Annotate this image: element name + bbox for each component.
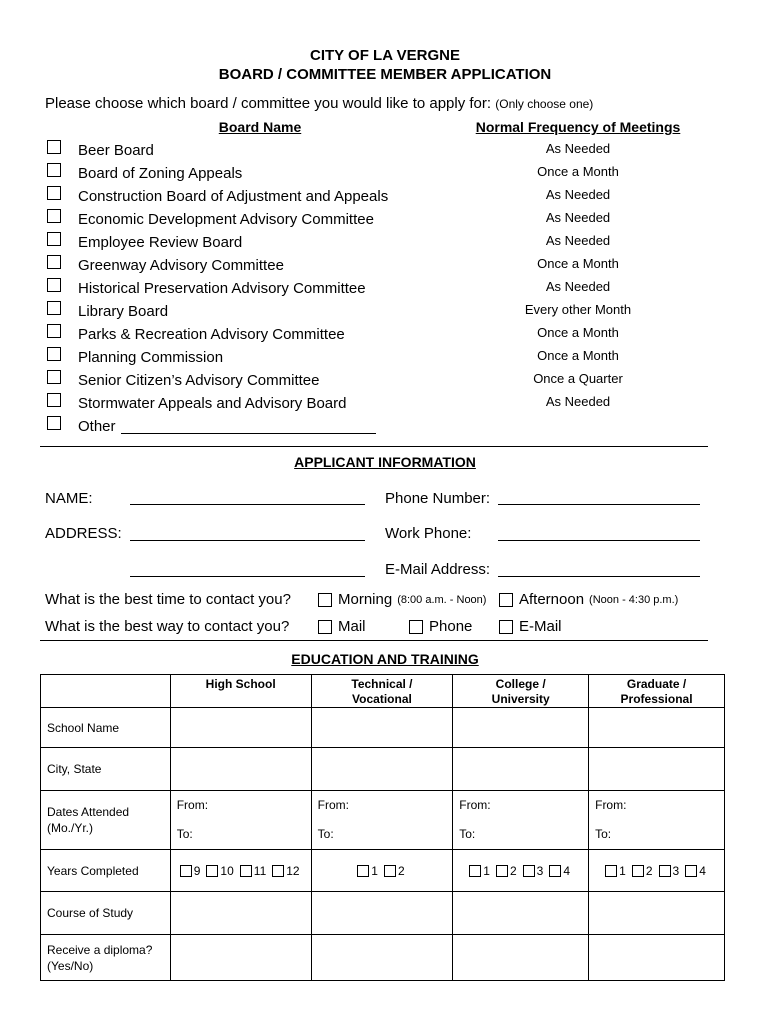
hs-year-checkbox[interactable] bbox=[180, 865, 192, 877]
afternoon-note: (Noon - 4:30 p.m.) bbox=[589, 593, 679, 606]
hs-year-checkbox[interactable] bbox=[272, 865, 284, 877]
meeting-frequency: Once a Month bbox=[537, 325, 619, 340]
board-checkbox[interactable] bbox=[47, 163, 61, 177]
afternoon-option[interactable] bbox=[499, 591, 678, 608]
address-input-line[interactable] bbox=[130, 540, 365, 541]
tech-year-label: 2 bbox=[397, 863, 405, 878]
board-checkbox[interactable] bbox=[47, 186, 61, 200]
dates-attended-row bbox=[41, 791, 725, 850]
board-checkbox[interactable] bbox=[47, 347, 61, 361]
hs-city-cell[interactable] bbox=[170, 748, 311, 791]
phone-label: Phone bbox=[429, 618, 473, 635]
board-name: Greenway Advisory Committee bbox=[78, 257, 284, 274]
frequency-header: Normal Frequency of Meetings bbox=[475, 119, 681, 135]
course-of-study-label: Course of Study bbox=[41, 892, 171, 935]
best-way-question: What is the best way to contact you? bbox=[45, 618, 290, 635]
email-option[interactable] bbox=[499, 618, 562, 635]
tech-city-cell[interactable] bbox=[311, 748, 453, 791]
form-title: CITY OF LA VERGNE bbox=[309, 47, 460, 64]
board-prompt-note: (Only choose one) bbox=[495, 97, 594, 111]
divider bbox=[40, 446, 708, 447]
education-table bbox=[40, 674, 725, 981]
graduate-header: Graduate / Professional bbox=[589, 675, 725, 708]
college-dates-cell[interactable]: From: To: bbox=[453, 791, 589, 850]
years-completed-label: Years Completed bbox=[41, 850, 171, 892]
tech-year-checkbox[interactable] bbox=[357, 865, 369, 877]
grad-year-checkbox[interactable] bbox=[659, 865, 671, 877]
education-header-row bbox=[41, 675, 725, 708]
city-state-label: City, State bbox=[41, 748, 171, 791]
hs-year-label: 12 bbox=[286, 863, 300, 878]
meeting-frequency: Once a Month bbox=[537, 348, 619, 363]
board-name: Historical Preservation Advisory Committee bbox=[78, 280, 366, 297]
grad-diploma-cell[interactable] bbox=[589, 935, 725, 981]
diploma-row bbox=[41, 935, 725, 981]
board-name: Library Board bbox=[78, 303, 169, 320]
meeting-frequency: Every other Month bbox=[524, 302, 632, 317]
tech-year-checkbox[interactable] bbox=[384, 865, 396, 877]
hs-diploma-cell[interactable] bbox=[170, 935, 311, 981]
high-school-header: High School bbox=[170, 675, 311, 708]
afternoon-label: Afternoon bbox=[519, 591, 585, 608]
other-label: Other bbox=[78, 418, 116, 435]
college-year-label: 3 bbox=[536, 863, 544, 878]
college-diploma-cell[interactable] bbox=[453, 935, 589, 981]
tech-years-cell bbox=[311, 850, 453, 892]
college-year-checkbox[interactable] bbox=[496, 865, 508, 877]
dates-attended-label: Dates Attended (Mo./Yr.) bbox=[41, 791, 171, 850]
hs-year-label: 10 bbox=[220, 863, 234, 878]
grad-year-checkbox[interactable] bbox=[632, 865, 644, 877]
board-name: Parks & Recreation Advisory Committee bbox=[78, 326, 345, 343]
city-state-row bbox=[41, 748, 725, 791]
board-checkbox[interactable] bbox=[47, 278, 61, 292]
name-input-line[interactable] bbox=[130, 504, 365, 505]
mail-checkbox[interactable] bbox=[318, 620, 332, 634]
board-checkbox[interactable] bbox=[47, 209, 61, 223]
morning-label: Morning bbox=[338, 591, 393, 608]
work-phone-label: Work Phone: bbox=[385, 525, 472, 542]
empty-header-cell bbox=[41, 675, 171, 708]
education-heading: EDUCATION AND TRAINING bbox=[291, 651, 479, 667]
board-prompt bbox=[45, 95, 593, 112]
grad-years-cell bbox=[589, 850, 725, 892]
college-year-label: 2 bbox=[509, 863, 517, 878]
meeting-frequency: As Needed bbox=[545, 279, 611, 294]
grad-year-label: 1 bbox=[619, 863, 626, 878]
grad-years-options bbox=[589, 864, 724, 878]
phone-option[interactable] bbox=[409, 618, 472, 635]
other-checkbox[interactable] bbox=[47, 416, 61, 430]
college-course-cell[interactable] bbox=[453, 892, 589, 935]
grad-year-checkbox[interactable] bbox=[605, 865, 617, 877]
grad-dates-cell[interactable]: From: To: bbox=[589, 791, 725, 850]
meeting-frequency: As Needed bbox=[545, 210, 611, 225]
phone-number-label: Phone Number: bbox=[385, 490, 491, 507]
board-checkbox[interactable] bbox=[47, 232, 61, 246]
school-name-label: School Name bbox=[41, 708, 171, 748]
college-year-label: 4 bbox=[563, 863, 571, 878]
hs-year-checkbox[interactable] bbox=[206, 865, 218, 877]
tech-years-options bbox=[312, 864, 453, 878]
hs-course-cell[interactable] bbox=[170, 892, 311, 935]
board-name: Economic Development Advisory Committee bbox=[78, 211, 374, 228]
hs-dates-cell[interactable]: From: To: bbox=[170, 791, 311, 850]
email-address-label: E-Mail Address: bbox=[385, 561, 491, 578]
hs-year-label: 9 bbox=[193, 863, 201, 878]
college-year-checkbox[interactable] bbox=[469, 865, 481, 877]
email-label: E-Mail bbox=[519, 618, 562, 635]
mail-label: Mail bbox=[338, 618, 366, 635]
tech-school-name-cell[interactable] bbox=[311, 708, 453, 748]
school-name-row bbox=[41, 708, 725, 748]
board-name-header: Board Name bbox=[218, 119, 302, 135]
other-input-line[interactable] bbox=[121, 433, 376, 434]
grad-year-label: 3 bbox=[672, 863, 680, 878]
board-checkbox[interactable] bbox=[47, 255, 61, 269]
hs-years-options bbox=[171, 864, 311, 878]
board-name: Board of Zoning Appeals bbox=[78, 165, 243, 182]
email-checkbox[interactable] bbox=[499, 620, 513, 634]
grad-year-checkbox[interactable] bbox=[685, 865, 697, 877]
board-name: Employee Review Board bbox=[78, 234, 243, 251]
tech-diploma-cell[interactable] bbox=[311, 935, 453, 981]
form-subtitle: BOARD / COMMITTEE MEMBER APPLICATION bbox=[218, 66, 552, 83]
tech-course-cell[interactable] bbox=[311, 892, 453, 935]
afternoon-checkbox[interactable] bbox=[499, 593, 513, 607]
hs-year-label: 11 bbox=[253, 863, 267, 878]
meeting-frequency: Once a Quarter bbox=[533, 371, 623, 386]
board-name: Senior Citizen’s Advisory Committee bbox=[78, 372, 320, 389]
best-time-question: What is the best time to contact you? bbox=[45, 591, 291, 608]
mail-option[interactable] bbox=[318, 618, 366, 635]
hs-years-cell bbox=[170, 850, 311, 892]
board-checkbox[interactable] bbox=[47, 324, 61, 338]
grad-course-cell[interactable] bbox=[589, 892, 725, 935]
meeting-frequency: Once a Month bbox=[537, 164, 619, 179]
hs-year-checkbox[interactable] bbox=[240, 865, 252, 877]
grad-city-cell[interactable] bbox=[589, 748, 725, 791]
meeting-frequency: As Needed bbox=[545, 233, 611, 248]
board-checkbox[interactable] bbox=[47, 301, 61, 315]
morning-option[interactable] bbox=[318, 591, 486, 608]
board-checkbox[interactable] bbox=[47, 370, 61, 384]
diploma-label: Receive a diploma? (Yes/No) bbox=[41, 935, 171, 981]
morning-checkbox[interactable] bbox=[318, 593, 332, 607]
meeting-frequency: As Needed bbox=[545, 141, 611, 156]
tech-year-label: 1 bbox=[371, 863, 378, 878]
divider bbox=[40, 640, 708, 641]
college-city-cell[interactable] bbox=[453, 748, 589, 791]
name-label: NAME: bbox=[45, 490, 93, 507]
college-header: College / University bbox=[453, 675, 589, 708]
college-years-options bbox=[453, 864, 588, 878]
board-name: Planning Commission bbox=[78, 349, 224, 366]
college-year-checkbox[interactable] bbox=[523, 865, 535, 877]
work-phone-input-line[interactable] bbox=[498, 540, 700, 541]
college-year-label: 1 bbox=[483, 863, 490, 878]
tech-dates-cell[interactable]: From: To: bbox=[311, 791, 453, 850]
board-name: Stormwater Appeals and Advisory Board bbox=[78, 395, 347, 412]
grad-school-name-cell[interactable] bbox=[589, 708, 725, 748]
email-address-input-line[interactable] bbox=[498, 576, 700, 577]
phone-checkbox[interactable] bbox=[409, 620, 423, 634]
grad-year-label: 2 bbox=[645, 863, 653, 878]
board-checkbox[interactable] bbox=[47, 140, 61, 154]
meeting-frequency: Once a Month bbox=[537, 256, 619, 271]
board-checkbox[interactable] bbox=[47, 393, 61, 407]
board-name: Construction Board of Adjustment and Appeals bbox=[78, 188, 389, 205]
meeting-frequency: As Needed bbox=[545, 187, 611, 202]
applicant-heading: APPLICANT INFORMATION bbox=[294, 454, 476, 470]
years-completed-row bbox=[41, 850, 725, 892]
board-prompt-text: Please choose which board / committee you would like to apply for: bbox=[45, 95, 492, 112]
board-name: Beer Board bbox=[78, 142, 154, 159]
college-years-cell bbox=[453, 850, 589, 892]
college-school-name-cell[interactable] bbox=[453, 708, 589, 748]
address-label: ADDRESS: bbox=[45, 525, 122, 542]
address-line-2[interactable] bbox=[130, 576, 365, 577]
grad-year-label: 4 bbox=[699, 863, 706, 878]
technical-header: Technical / Vocational bbox=[311, 675, 453, 708]
phone-number-input-line[interactable] bbox=[498, 504, 700, 505]
meeting-frequency: As Needed bbox=[545, 394, 611, 409]
hs-school-name-cell[interactable] bbox=[170, 708, 311, 748]
course-of-study-row bbox=[41, 892, 725, 935]
morning-note: (8:00 a.m. - Noon) bbox=[397, 593, 487, 606]
college-year-checkbox[interactable] bbox=[549, 865, 561, 877]
